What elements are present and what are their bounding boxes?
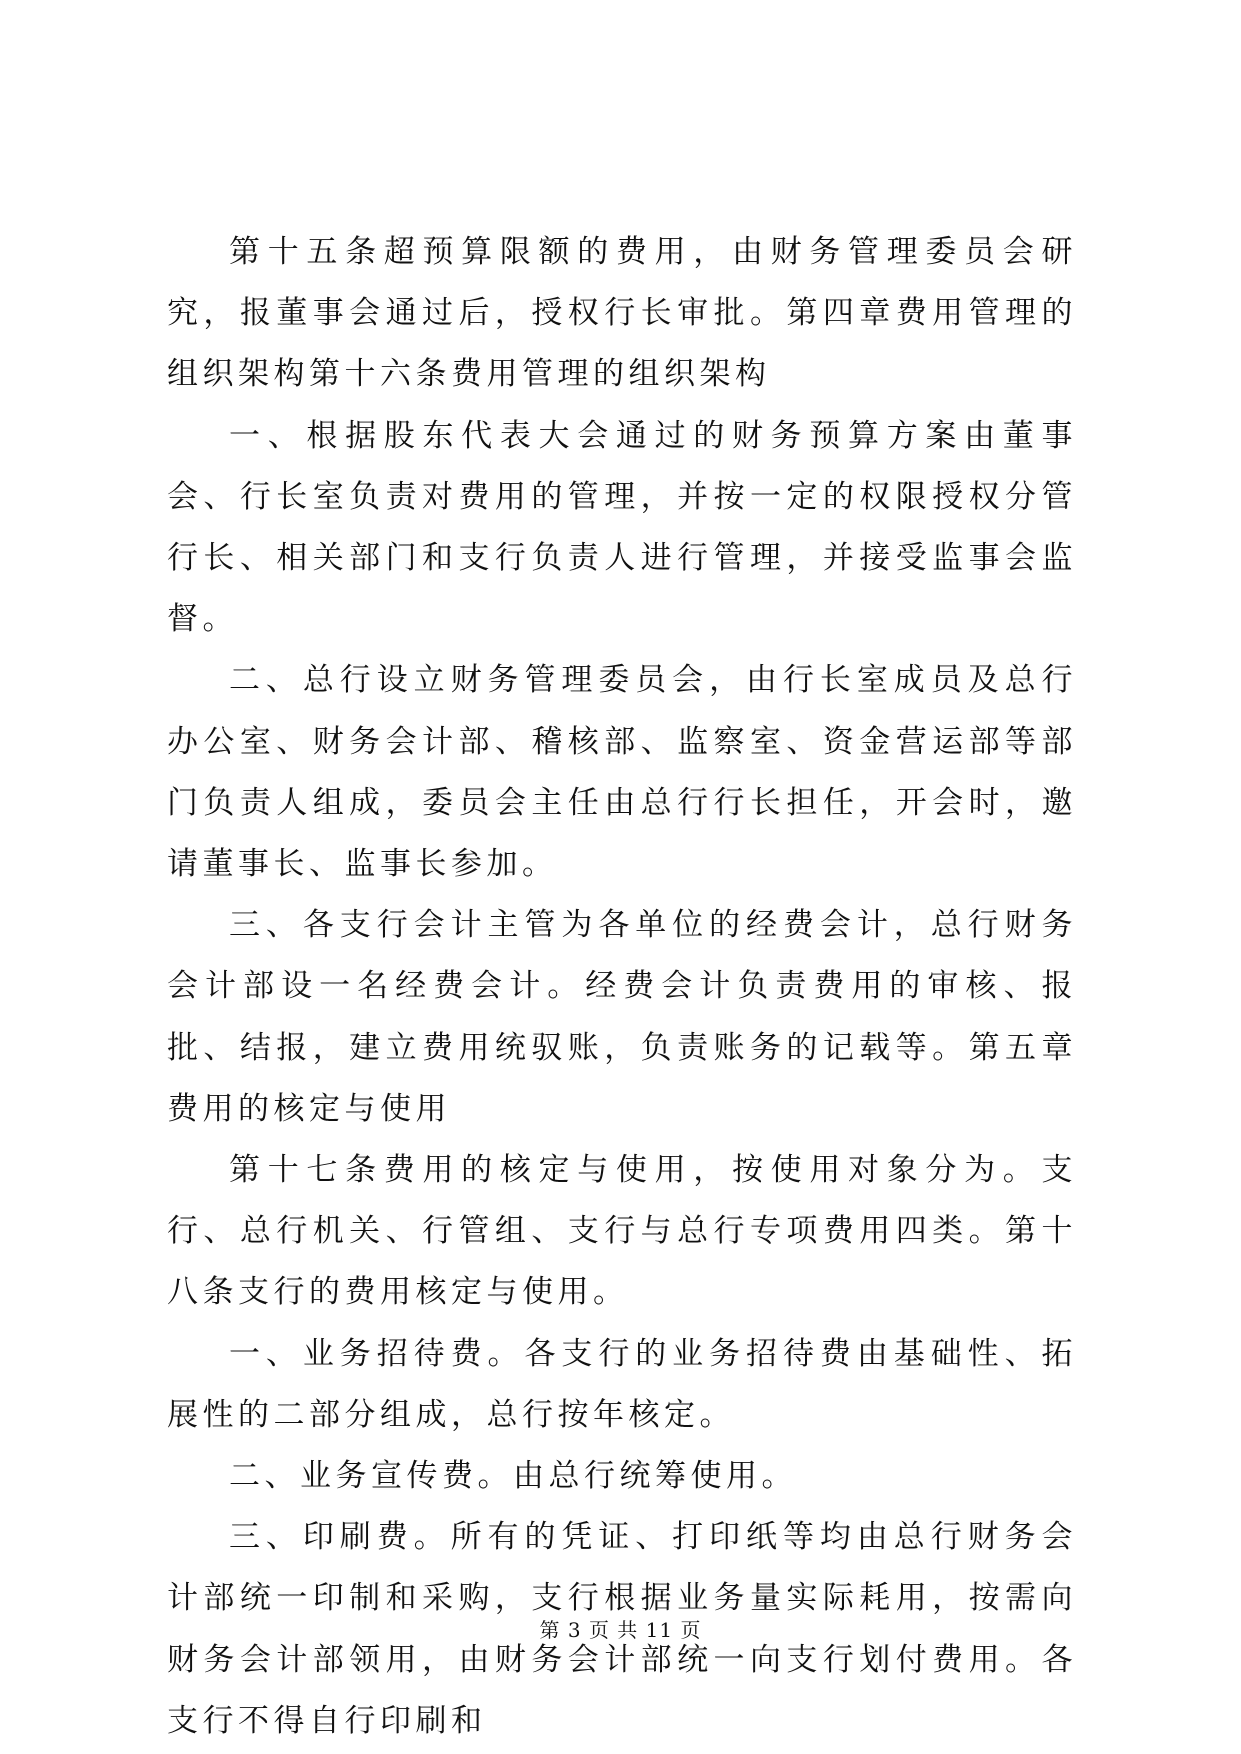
paragraph: 一、根据股东代表大会通过的财务预算方案由董事会、行长室负责对费用的管理，并按一定的权限授权分管行长、相关部门和支行负责人进行管理，并接受监事会监督。: [167, 417, 1077, 638]
paragraph: 三、印刷费。所有的凭证、打印纸等均由总行财务会计部统一印制和采购，支行根据业务量实际耗用，按需向财务会计部领用，由财务会计部统一向支行划付费用。各支行不得自行印刷和: [167, 1519, 1077, 1739]
paragraph: 第十七条费用的核定与使用，按使用对象分为。支行、总行机关、行管组、支行与总行专项费用四类。第十八条支行的费用核定与使用。: [167, 1152, 1077, 1311]
paragraph: 三、各支行会计主管为各单位的经费会计，总行财务会计部设一名经费会计。经费会计负责费用的审核、报批、结报，建立费用统驭账，负责账务的记载等。第五章费用的核定与使用: [167, 907, 1077, 1127]
document-body: [167, 222, 1077, 1752]
paragraph: 二、业务宣传费。由总行统筹使用。: [229, 1458, 797, 1495]
paragraph: 二、总行设立财务管理委员会，由行长室成员及总行办公室、财务会计部、稽核部、监察室、资金营运部等部门负责人组成，委员会主任由总行行长担任，开会时，邀请董事长、监事长参加。: [167, 662, 1077, 883]
paragraph: 第十五条超预算限额的费用，由财务管理委员会研究，报董事会通过后，授权行长审批。第四章费用管理的组织架构第十六条费用管理的组织架构: [167, 234, 1077, 393]
paragraph: 一、业务招待费。各支行的业务招待费由基础性、拓展性的二部分组成，总行按年核定。: [167, 1335, 1077, 1433]
page-number-footer: 第 3 页 共 11 页: [539, 1618, 702, 1642]
